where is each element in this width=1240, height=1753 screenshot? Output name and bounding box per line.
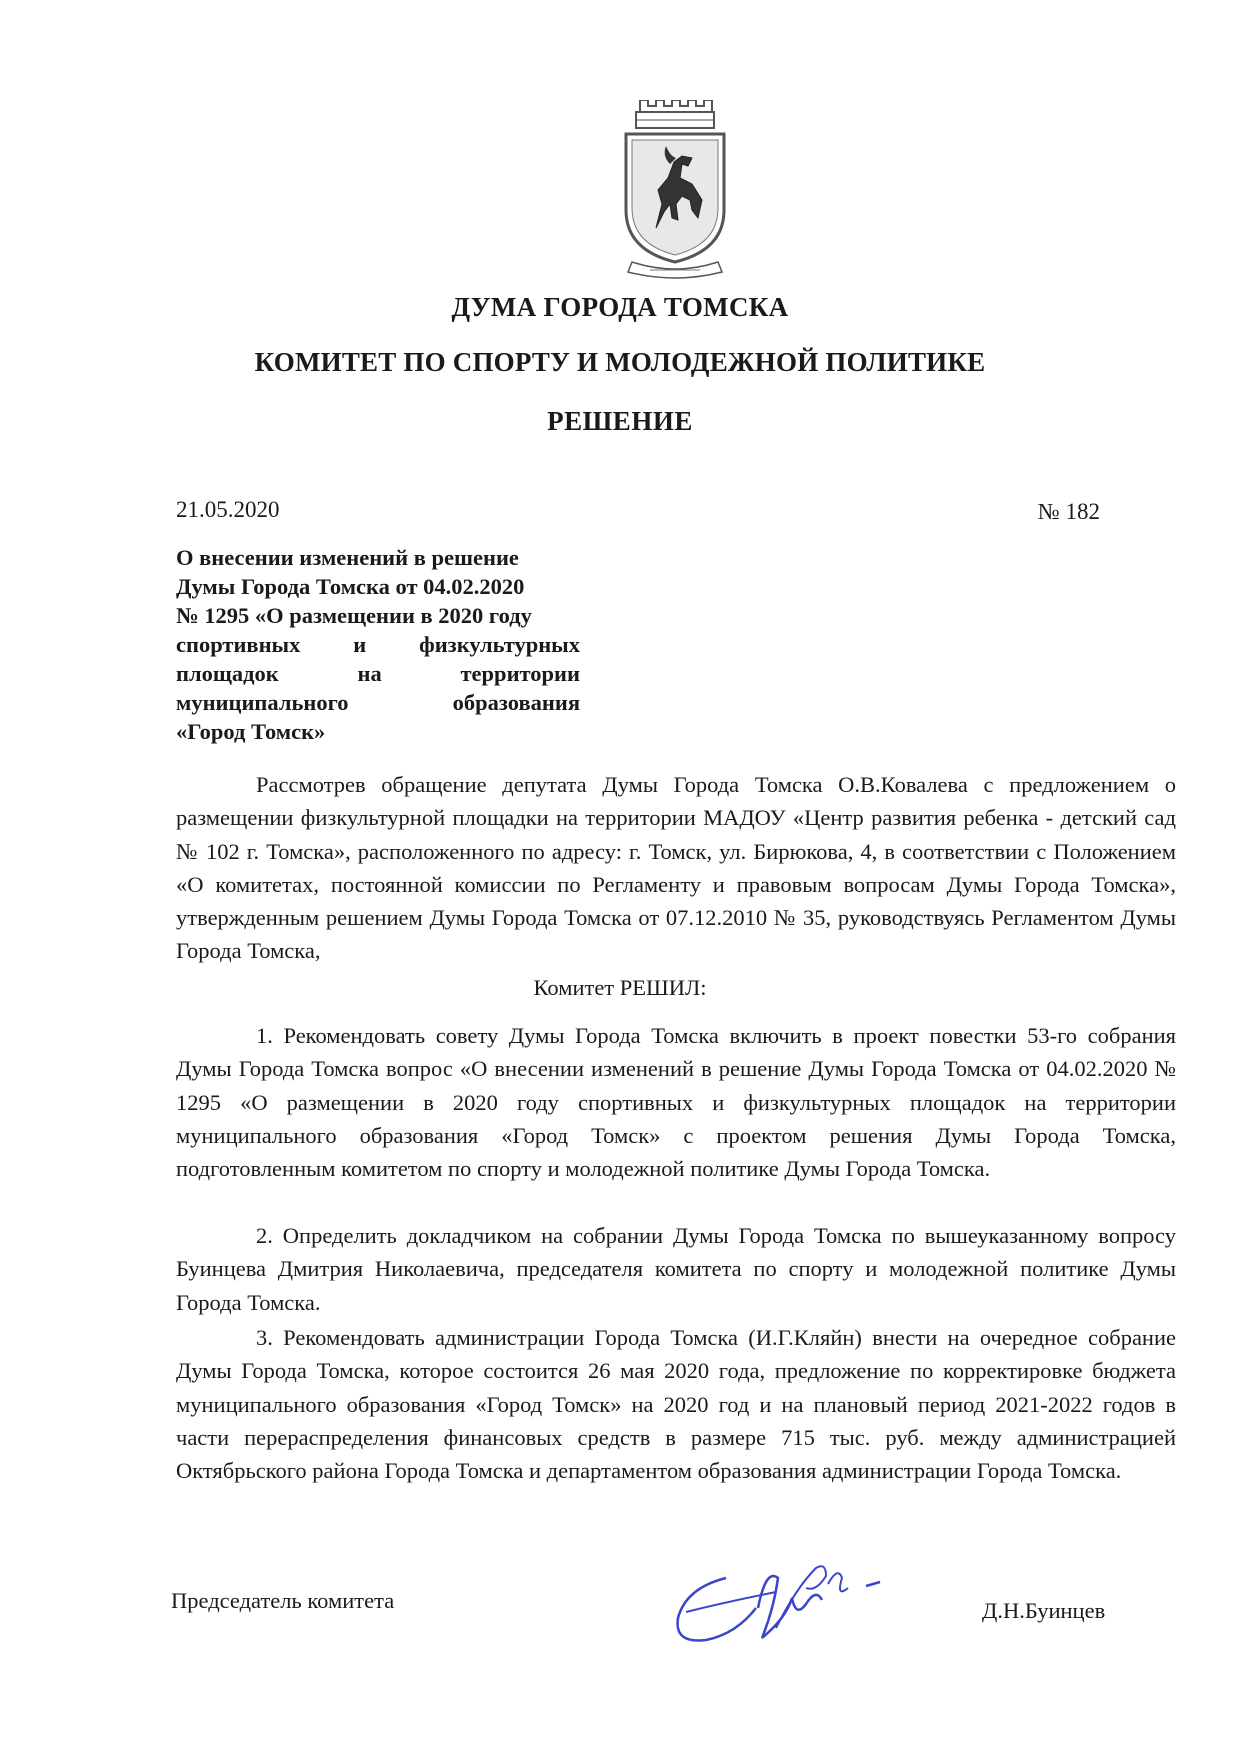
- resolution-item-3: 3. Рекомендовать администрации Города Томска (И.Г.Кляйн) внести на очередное собрание Думы Города Томска, которое состоится 26 мая 2020 года, предложение по корректировке бюджета муниципального образования «Город Томск» на 2020 год и на плановый период 2021-2022 годов в части перераспределения финансовых средств в размере 715 тыс. руб. между администрацией Октябрьского района Города Томска и департаментом образования администрации Города Томска.: [176, 1325, 1176, 1484]
- subject-line: «Город Томск»: [176, 719, 326, 744]
- subject-line: № 1295 «О размещении в 2020 году: [176, 603, 532, 628]
- preamble-paragraph: Рассмотрев обращение депутата Думы Города Томска О.В.Ковалева с предложением о размещении физкультурной площадки на территории МАДОУ «Центр развития ребенка - детский сад № 102 г. Томска», расположенного по адресу: г. Томск, ул. Бирюкова, 4, в соответствии с Положением «О комитетах, постоянной комиссии по Регламенту и правовым вопросам Думы Города Томска», утвержденным решением Думы Города Томска от 07.12.2010 № 35, руководствуясь Регламентом Думы Города Томска,: [176, 772, 1176, 964]
- decision-number: № 182: [1037, 499, 1100, 524]
- subject-line: Думы Города Томска от 04.02.2020: [176, 574, 525, 599]
- subject-word: и: [353, 632, 367, 657]
- subject-word: физкультурных: [419, 632, 580, 657]
- decision-subject: [176, 543, 580, 746]
- document-type-title: РЕШЕНИЕ: [547, 406, 693, 436]
- subject-word: площадок: [176, 661, 279, 686]
- organization-title: ДУМА ГОРОДА ТОМСКА: [451, 292, 789, 322]
- subject-word: на: [357, 661, 382, 686]
- committee-title: КОМИТЕТ ПО СПОРТУ И МОЛОДЕЖНОЙ ПОЛИТИКЕ: [254, 347, 986, 377]
- subject-line: [176, 688, 580, 717]
- subject-word: спортивных: [176, 632, 301, 657]
- city-coat-of-arms-icon: [618, 100, 732, 280]
- handwritten-signature-icon: [666, 1548, 926, 1658]
- resolution-item-2: 2. Определить докладчиком на собрании Думы Города Томска по вышеуказанному вопросу Буинцева Дмитрия Николаевича, председателя комитета по спорту и молодежной политике Думы Города Томска.: [176, 1223, 1176, 1315]
- signatory-name: Д.Н.Буинцев: [982, 1598, 1106, 1623]
- subject-word: образования: [452, 690, 580, 715]
- resolution-item-1: 1. Рекомендовать совету Думы Города Томска включить в проект повестки 53-го собрания Думы Города Томска вопрос «О внесении изменений в решение Думы Города Томска от 04.02.2020 № 1295 «О размещении в 2020 году спортивных и физкультурных площадок на территории муниципального образования «Город Томск» с проектом решения Думы Города Томска, подготовленным комитетом по спорту и молодежной политике Думы Города Томска.: [176, 1023, 1176, 1182]
- decided-heading: Комитет РЕШИЛ:: [533, 975, 707, 1000]
- subject-word: муниципального: [176, 690, 349, 715]
- subject-line: О внесении изменений в решение: [176, 545, 519, 570]
- subject-line: [176, 659, 580, 688]
- subject-word: территории: [460, 661, 580, 686]
- signatory-position: Председатель комитета: [171, 1588, 395, 1613]
- decision-date: 21.05.2020: [176, 497, 280, 522]
- subject-line: [176, 630, 580, 659]
